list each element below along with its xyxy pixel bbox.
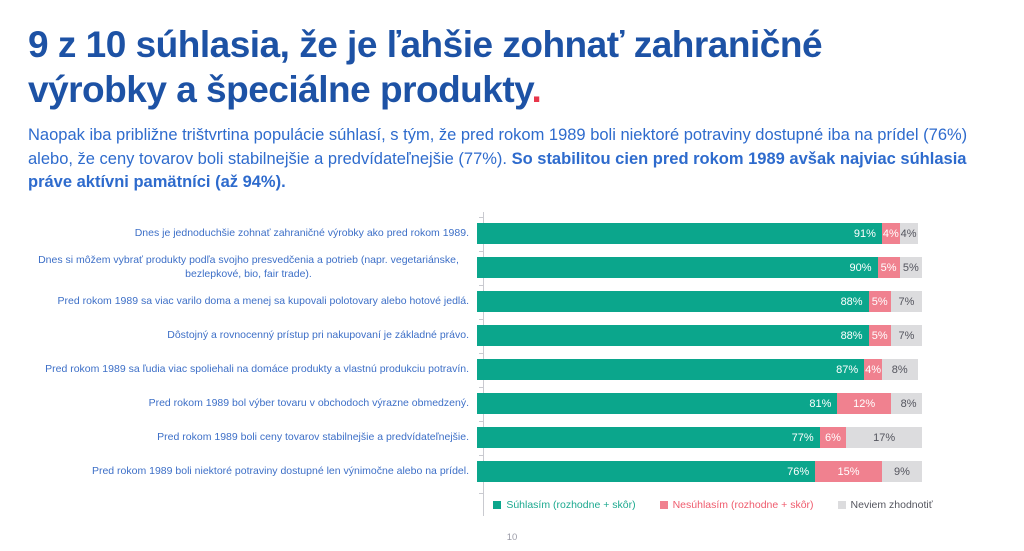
bar-track [477,393,922,414]
bar-value-label: 90% [849,261,872,274]
legend-label: Neviem zhodnotiť [850,498,933,511]
bar-segment-neutral [891,325,922,346]
bar-value-label: 88% [840,329,863,342]
page-number: 10 [506,532,518,543]
bar-value-label: 87% [836,363,859,376]
subtitle-bold-text: So stabilitou cien pred rokom 1989 avšak najviac súhlasia práve aktívni pamätníci (až 94%). [28,149,967,192]
legend-swatch-icon [660,501,668,509]
bar-segment-agree [477,223,882,244]
bar-segment-agree [477,393,837,414]
category-label-text: Dnes si môžem vybrať produkty podľa svojho presvedčenia a potrieb (napr. vegetariánske, bezlepkové, bio, fair trade). [38,254,459,280]
bar-segment-neutral [846,427,922,448]
category-label-text: Dôstojný a rovnocenný prístup pri nakupovaní je základné právo. [167,328,469,341]
bar-segment-agree [477,257,878,278]
bar-value-label: 12% [853,397,876,410]
bar-track [477,223,922,244]
bar-value-label: 5% [871,329,888,342]
bar-segment-disagree [882,223,900,244]
bar-value-label: 77% [791,431,814,444]
bar-value-label: 15% [837,465,860,478]
bar-track [477,427,922,448]
bar-segment-disagree [815,461,882,482]
bar-value-label: 9% [894,465,910,478]
title-accent-period: . [531,69,542,111]
bar-track [477,257,922,278]
bar-value-label: 76% [787,465,810,478]
title-line-1: 9 z 10 súhlasia, že je ľahšie zohnať zahraničné [28,24,823,65]
bar-segment-disagree [869,325,891,346]
category-label [28,254,476,280]
category-label [28,295,476,308]
bar-track [477,461,922,482]
bar-segment-agree [477,461,815,482]
bar-segment-disagree [864,359,882,380]
chart-row [28,285,956,319]
category-label [28,397,476,410]
bar-segment-neutral [891,291,922,312]
bar-value-label: 17% [873,431,896,444]
bar-value-label: 6% [825,431,841,444]
bar-segment-agree [477,359,864,380]
chart-row [28,251,956,285]
chart-row [28,319,956,353]
category-label [28,465,476,478]
bar-segment-disagree [869,291,891,312]
bar-segment-disagree [820,427,847,448]
category-label-text: Pred rokom 1989 boli ceny tovarov stabilnejšie a predvídateľnejšie. [157,430,469,443]
chart-row [28,421,956,455]
legend-swatch-icon [493,501,501,509]
bar-value-label: 4% [882,227,899,240]
bar-segment-neutral [900,223,918,244]
bar-segment-agree [477,291,869,312]
bar-value-label: 8% [891,363,908,376]
chart-row [28,455,956,489]
category-label-text: Pred rokom 1989 sa viac varilo doma a menej sa kupovali polotovary alebo hotové jedlá. [57,294,469,307]
legend-label: Nesúhlasím (rozhodne + skôr) [672,498,814,511]
bar-value-label: 7% [898,295,915,308]
bar-segment-neutral [882,461,922,482]
bar-segment-neutral [891,393,922,414]
bar-value-label: 81% [809,397,832,410]
bar-value-label: 91% [853,227,876,240]
subtitle [28,124,992,194]
stacked-bar-chart [28,217,956,511]
bar-value-label: 4% [900,227,917,240]
bar-segment-disagree [878,257,900,278]
bar-value-label: 4% [865,363,881,376]
category-label [28,227,476,240]
bar-value-label: 88% [840,295,863,308]
slide-header [28,22,996,195]
legend-label: Súhlasím (rozhodne + skôr) [506,498,636,511]
title-line-2: výrobky a špeciálne produkty [28,69,532,111]
bar-track [477,325,922,346]
legend-item [660,499,814,511]
bar-value-label: 7% [898,329,915,342]
bar-segment-neutral [900,257,922,278]
bar-track [477,359,922,380]
category-label-text: Pred rokom 1989 sa ľudia viac spoliehali na domáce produkty a vlastnú produkciu potravín. [45,362,469,375]
legend-swatch-icon [838,501,846,509]
chart-rows [28,217,956,489]
category-label [28,363,476,376]
chart-row [28,387,956,421]
category-label [28,431,476,444]
chart-row [28,217,956,251]
bar-segment-agree [477,325,869,346]
category-label-text: Pred rokom 1989 boli niektoré potraviny dostupné len výnimočne alebo na prídel. [91,464,469,477]
bar-track [477,291,922,312]
bar-segment-disagree [837,393,890,414]
chart-legend [483,499,943,511]
bar-value-label: 5% [880,261,897,274]
bar-segment-neutral [882,359,918,380]
bar-value-label: 8% [900,397,917,410]
page-title [28,22,996,112]
bar-value-label: 5% [871,295,888,308]
subtitle-normal-text: Naopak iba približne trištvrtina populácie súhlasí, s tým, že pred rokom 1989 boli niektoré potraviny dostupné iba na prídel (76%) alebo, že ceny tovarov boli stabilnejšie a predvídateľnejšie (77%). [28,126,968,168]
bar-value-label: 5% [902,261,919,274]
category-label-text: Dnes je jednoduchšie zohnať zahraničné výrobky ako pred rokom 1989. [134,226,469,239]
chart-row [28,353,956,387]
bar-segment-agree [477,427,820,448]
legend-item [838,499,933,511]
category-label [28,329,476,342]
category-label-text: Pred rokom 1989 bol výber tovaru v obchodoch výrazne obmedzený. [148,396,469,409]
legend-item [493,499,635,511]
